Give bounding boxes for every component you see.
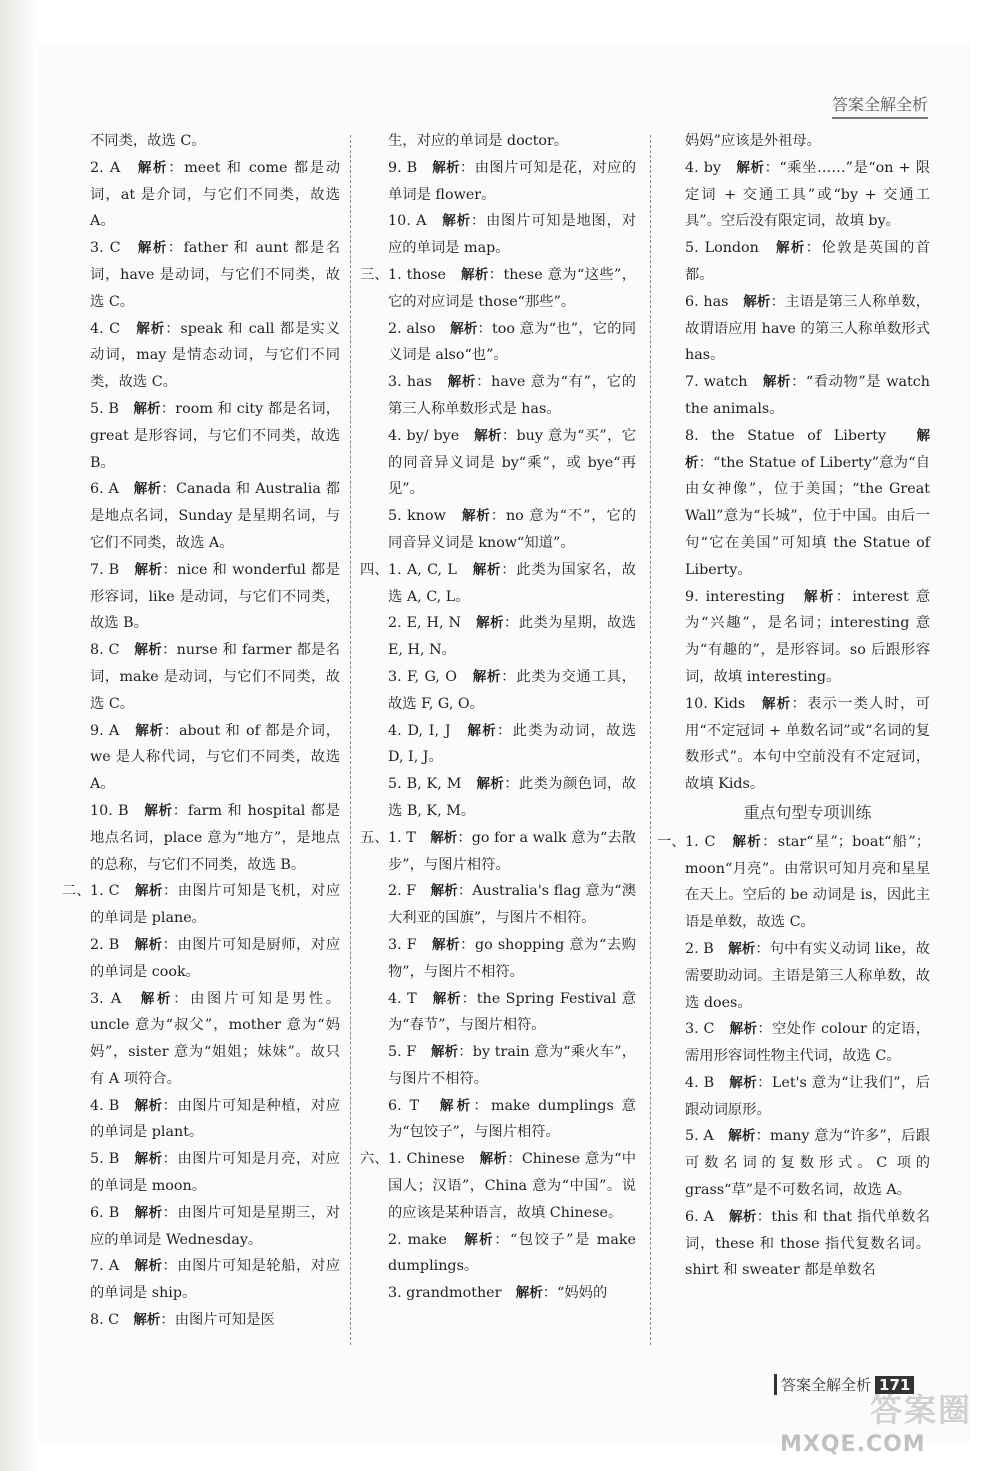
answer-item bbox=[685, 1204, 930, 1284]
answer-column-2 bbox=[360, 128, 637, 1307]
answer-text: 4. by 解析：“乘坐……”是“on + 限定词 + 交通工具”或“by + 交通工具”。空后没有限定词，故填 by。 bbox=[685, 159, 930, 230]
answer-text: 6. A 解析：this 和 that 指代单数名词，these 和 those 指代复数名词。shirt 和 sweater 都是单数名 bbox=[685, 1208, 931, 1279]
answer-item bbox=[388, 423, 636, 503]
answer-item bbox=[90, 235, 340, 315]
section-number: 六、 bbox=[360, 1151, 389, 1168]
answer-text: 妈妈”应该是外祖母。 bbox=[685, 133, 821, 149]
answer-text: 生，对应的单词是 doctor。 bbox=[388, 133, 569, 149]
answer-text: 4. B 解析：由图片可知是种植，对应的单词是 plant。 bbox=[90, 1097, 341, 1141]
answer-item bbox=[90, 637, 340, 717]
page-edge-shadow bbox=[0, 0, 40, 1471]
answer-item bbox=[90, 396, 340, 476]
answer-item bbox=[388, 208, 636, 262]
answer-item bbox=[685, 584, 930, 691]
answer-item bbox=[388, 664, 636, 718]
answer-item bbox=[388, 878, 636, 932]
running-header: 答案全解全析 bbox=[832, 92, 928, 119]
answer-item bbox=[388, 986, 636, 1040]
answer-text: 4. T 解析：the Spring Festival 意为“春节”，与图片相符。 bbox=[388, 990, 636, 1034]
answer-item bbox=[62, 878, 341, 932]
answer-item bbox=[388, 1039, 636, 1093]
answer-item bbox=[90, 128, 340, 155]
answer-item bbox=[388, 369, 636, 423]
answer-text: 10. Kids 解析：表示一类人时，可用“不定冠词 + 单数名词”或“名词的复数形式”。本句中空前没有不定冠词，故填 Kids。 bbox=[685, 695, 931, 793]
answer-item bbox=[360, 825, 636, 879]
answer-text: 5. B, K, M 解析：此类为颜色词，故选 B, K, M。 bbox=[388, 776, 636, 819]
footer-label: 答案全解全析 bbox=[781, 1376, 872, 1394]
answer-text: 1. C 解析：由图片可知是飞机，对应的单词是 plane。 bbox=[90, 883, 341, 927]
answer-text: 1. T 解析：go for a walk 意为“去散步”，与图片相符。 bbox=[388, 829, 636, 873]
answer-text: 3. grandmother 解析：“妈妈的 bbox=[388, 1285, 608, 1302]
answer-text: 8. C 解析：nurse 和 farmer 都是名词，make 是动词，与它们不同类，故选 C。 bbox=[90, 642, 341, 712]
answer-item bbox=[388, 1093, 636, 1147]
answer-text: 10. B 解析：farm 和 hospital 都是地点名词，place 意为“地方”，是地点的总称，与它们不同类，故选 B。 bbox=[90, 802, 340, 873]
watermark-url: MXQE.COM bbox=[780, 1432, 926, 1457]
answer-text: 7. watch 解析：“看动物”是 watch the animals。 bbox=[685, 374, 930, 417]
answer-item bbox=[90, 476, 340, 556]
watermark-logo: 答案圈 bbox=[870, 1391, 973, 1429]
answer-item bbox=[685, 691, 930, 798]
answer-item bbox=[90, 932, 340, 986]
answer-item bbox=[685, 1123, 930, 1203]
answer-item bbox=[685, 1070, 930, 1124]
answer-text: 1. those 解析：these 意为“这些”，它的对应词是 those“那些”。 bbox=[388, 266, 637, 310]
answer-item bbox=[360, 557, 637, 611]
answer-item bbox=[388, 155, 636, 209]
answer-item bbox=[360, 262, 637, 316]
answer-text: 5. know 解析：no 意为“不”，它的同音异义词是 know“知道”。 bbox=[388, 508, 637, 551]
answer-item bbox=[388, 718, 636, 772]
answer-item bbox=[685, 155, 930, 235]
answer-text: 7. A 解析：由图片可知是轮船，对应的单词是 ship。 bbox=[90, 1258, 341, 1302]
answer-item bbox=[90, 557, 340, 637]
answer-text: 1. C 解析：star“星”；boat“船”；moon“月亮”。由常识可知月亮和星星在天上。空后的 be 动词是 is，因此主语是单数，故选 C。 bbox=[685, 833, 931, 931]
answer-column-3 bbox=[657, 128, 931, 1284]
answer-item bbox=[360, 1146, 637, 1226]
answer-item bbox=[388, 1227, 636, 1281]
answer-item bbox=[685, 423, 930, 584]
answer-text: 3. has 解析：have 意为“有”，它的第三人称单数形式是 has。 bbox=[388, 374, 636, 417]
answer-item bbox=[685, 369, 930, 423]
answer-text: 2. also 解析：too 意为“也”，它的同义词是 also“也”。 bbox=[388, 320, 637, 364]
answer-text: 8. C 解析：由图片可知是医 bbox=[90, 1312, 275, 1329]
answer-item bbox=[90, 798, 340, 878]
answer-item bbox=[685, 235, 930, 289]
answer-text: 1. Chinese 解析：Chinese 意为“中国人；汉语”，China 意为“中国”。说的应该是某种语言，故填 Chinese。 bbox=[388, 1151, 637, 1221]
section-number: 二、 bbox=[62, 883, 91, 900]
answer-item bbox=[388, 128, 636, 155]
section-number: 四、 bbox=[360, 561, 389, 578]
column-divider bbox=[650, 135, 651, 1345]
answer-item bbox=[388, 771, 636, 825]
answer-text: 2. E, H, N 解析：此类为星期，故选 E, H, N。 bbox=[388, 615, 637, 659]
answer-item bbox=[90, 1253, 340, 1307]
section-number: 五、 bbox=[360, 829, 389, 846]
column-divider bbox=[350, 135, 351, 1345]
answer-item bbox=[388, 610, 636, 664]
answer-item bbox=[90, 316, 340, 396]
answer-text: 5. B 解析：由图片可知是月亮，对应的单词是 moon。 bbox=[90, 1151, 341, 1195]
answer-text: 2. F 解析：Australia's flag 意为“澳大利亚的国旗”，与图片不相符。 bbox=[388, 883, 636, 927]
answer-text: 4. B 解析：Let's 意为“让我们”，后跟动词原形。 bbox=[685, 1074, 930, 1118]
answer-text: 5. B 解析：room 和 city 都是名词，great 是形容词，与它们不同类，故选 B。 bbox=[90, 400, 340, 471]
answer-text: 3. C 解析：空处作 colour 的定语，需用形容词性物主代词，故选 C。 bbox=[685, 1021, 931, 1065]
answer-text: 7. B 解析：nice 和 wonderful 都是形容词，like 是动词，与它们不同类，故选 B。 bbox=[90, 561, 340, 632]
answer-item bbox=[90, 1146, 340, 1200]
answer-item bbox=[90, 1200, 340, 1254]
answer-item bbox=[657, 829, 931, 936]
answer-text: 5. London 解析：伦敦是英国的首都。 bbox=[685, 240, 931, 283]
answer-text: 6. A 解析：Canada 和 Australia 都是地点名词，Sunday 是星期名词，与它们不同类，故选 A。 bbox=[90, 481, 340, 551]
answer-text: 3. C 解析：father 和 aunt 都是名词，have 是动词，与它们不同类，故选 C。 bbox=[90, 240, 341, 310]
answer-item bbox=[685, 128, 930, 155]
section-number: 三、 bbox=[360, 266, 389, 283]
answer-text: 4. D, I, J 解析：此类为动词，故选 D, I, J。 bbox=[388, 722, 636, 766]
answer-item bbox=[90, 718, 340, 798]
answer-text: 4. by/ bye 解析：buy 意为“买”，它的同音异义词是 by“乘”，或 bye“再见”。 bbox=[388, 427, 637, 498]
section-number: 一、 bbox=[657, 833, 686, 850]
section-title: 重点句型专项训练 bbox=[743, 802, 872, 822]
answer-item bbox=[685, 936, 930, 1016]
answer-text: 3. F, G, O 解析：此类为交通工具，故选 F, G, O。 bbox=[388, 668, 636, 712]
answer-text: 5. A 解析：many 意为“许多”，后跟可数名词的复数形式。C 项的 grass“草”是不可数名词，故选 A。 bbox=[685, 1128, 931, 1199]
answer-column-1 bbox=[62, 128, 341, 1334]
answer-item bbox=[388, 1280, 636, 1307]
answer-text: 6. has 解析：主语是第三人称单数，故谓语应用 have 的第三人称单数形式 has。 bbox=[685, 293, 931, 364]
answer-text: 2. B 解析：句中有实义动词 like，故需要助动词。主语是第三人称单数，故选 does。 bbox=[685, 940, 930, 1011]
answer-text: 3. F 解析：go shopping 意为“去购物”，与图片不相符。 bbox=[388, 936, 636, 980]
answer-text: 1. A, C, L 解析：此类为国家名，故选 A, C, L。 bbox=[388, 561, 637, 605]
answer-text: 2. B 解析：由图片可知是厨师，对应的单词是 cook。 bbox=[90, 936, 341, 980]
answer-item bbox=[685, 1016, 930, 1070]
answer-text: 3. A 解析：由图片可知是男性。uncle 意为“叔父”，mother 意为“妈妈”，sister 意为“姐姐；妹妹”。故只有 A 项符合。 bbox=[90, 990, 341, 1087]
answer-text: 9. A 解析：about 和 of 都是介词，we 是人称代词，与它们不同类，故选 A。 bbox=[90, 722, 340, 793]
answer-item bbox=[388, 932, 636, 986]
answer-item bbox=[90, 155, 340, 235]
answer-item bbox=[90, 1307, 340, 1334]
answer-text: 6. B 解析：由图片可知是星期三，对应的单词是 Wednesday。 bbox=[90, 1204, 341, 1248]
answer-text: 9. B 解析：由图片可知是花，对应的单词是 flower。 bbox=[388, 159, 637, 203]
answer-text: 9. interesting 解析：interest 意为“兴趣”，是名词；interesting 意为“有趣的”，是形容词。so 后跟形容词，故填 interesting。 bbox=[685, 588, 930, 685]
answer-item bbox=[685, 289, 930, 369]
answer-text: 2. A 解析：meet 和 come 都是动词，at 是介词，与它们不同类，故选 A。 bbox=[90, 159, 340, 230]
answer-text: 10. A 解析：由图片可知是地图，对应的单词是 map。 bbox=[388, 213, 637, 257]
answer-item bbox=[388, 503, 636, 557]
answer-text: 6. T 解析：make dumplings 意为“包饺子”，与图片相符。 bbox=[388, 1097, 636, 1141]
answer-text: 5. F 解析：by train 意为“乘火车”，与图片不相符。 bbox=[388, 1044, 637, 1087]
page-number: 171 bbox=[875, 1376, 914, 1394]
answer-text: 不同类，故选 C。 bbox=[90, 133, 206, 149]
answer-item bbox=[90, 986, 340, 1093]
answer-item bbox=[388, 316, 636, 370]
answer-text: 2. make 解析：“包饺子”是 make dumplings。 bbox=[388, 1231, 637, 1275]
answer-item bbox=[90, 1093, 340, 1147]
answer-text: 4. C 解析：speak 和 call 都是实义动词，may 是情态动词，与它们不同类，故选 C。 bbox=[90, 320, 341, 391]
answer-text: 8. the Statue of Liberty 解析：“the Statue of Liberty”意为“自由女神像”，位于美国；“the Great Wall”意为“长城”，位于中国。由后一句“它在美国”可知填 the Statue of Liberty。 bbox=[685, 427, 931, 578]
